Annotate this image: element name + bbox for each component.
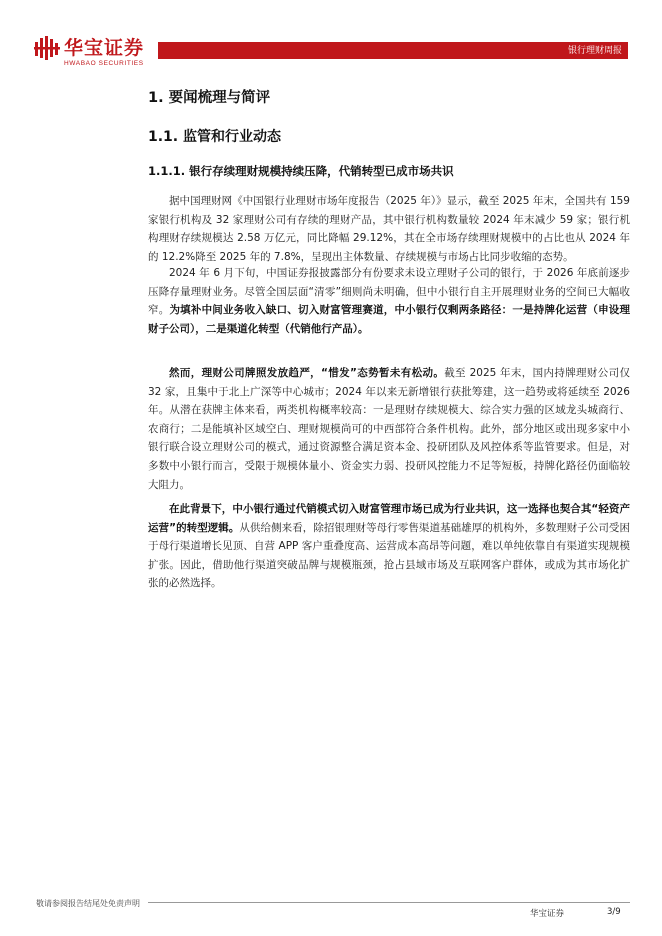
paragraph-3-text: 截至 2025 年末，国内持牌理财公司仅 32 家，且集中于北上广深等中心城市；2024 年以来无新增银行获批筹建，这一趋势或将延续至 2026 年。从潜在获牌主体来看，两类机构概率较高：一是理财存续规模大、综合实力强的区域龙头城商行、农商行；二是能填补区域空白、理财规模尚可的中西部符合条件机构。此外，部分地区或出现多家中小银行联合设立理财公司的模式，通过资源整合满足资本金、投研团队及风控体系等监管要求。但是，对多数中小银行而言，受限于规模体量小、资金实力弱、投研风控能力不足等短板，持牌化路径仍面临较大阻力。 bbox=[148, 367, 630, 491]
paragraph-3-emphasis: 然而，理财公司牌照发放趋严，“惜发”态势暂未有松动。 bbox=[169, 367, 445, 379]
logo-mark-icon bbox=[34, 36, 60, 60]
paragraph-2-text: 2024 年 6 月下旬，中国证券报披露部分有份要求未设立理财子公司的银行，于 2026 年底前逐步压降存量理财业务。尽管全国层面“清零”细则尚未明确，但中小银行自主开展理财业务的空间已大幅收窄。 bbox=[148, 267, 630, 317]
paragraph-2-emphasis: 为填补中间业务收入缺口、切入财富管理赛道，中小银行仅剩两条路径：一是持牌化运营（申设理财子公司），二是渠道化转型（代销他行产品）。 bbox=[148, 304, 631, 335]
logo-chinese-name: 华宝证券 bbox=[64, 37, 145, 59]
footer-divider bbox=[148, 902, 630, 903]
report-type-label: 银行理财周报 bbox=[567, 46, 622, 56]
footer-disclaimer: 敬请参阅报告结尾处免责声明 bbox=[36, 899, 140, 908]
paragraph-3 bbox=[148, 364, 630, 494]
section-heading-1-1: 1.1. 监管和行业动态 bbox=[148, 129, 281, 145]
paragraph-1-text: 据中国理财网《中国银行业理财市场年度报告（2025 年）》显示，截至 2025 年末，全国共有 159 家银行机构及 32 家理财公司有存续的理财产品，其中银行机构数量较 2024 年末减少 59 家；银行机构理财存续规模达 2.58 万亿元，同比降幅 29.12%，其在全市场存续理财规模中的占比也从 2024 年的 12.2%降至 2025 年的 7.8%，呈现出主体数量、存续规模与市场占比同步收缩的态势。 bbox=[148, 195, 630, 263]
section-heading-1-1-1: 1.1.1. 银行存续理财规模持续压降，代销转型已成市场共识 bbox=[148, 164, 454, 178]
page-number: 3/9 bbox=[607, 907, 621, 917]
paragraph-4-emphasis: 在此背景下，中小银行通过代销模式切入财富管理市场已成为行业共识，这一选择也契合其“轻资产运营”的转型逻辑。 bbox=[148, 503, 630, 534]
company-logo bbox=[34, 36, 164, 70]
logo-english-name: HWABAO SECURITIES bbox=[64, 60, 144, 67]
paragraph-2 bbox=[148, 264, 630, 338]
paragraph-4-text: 从供给侧来看，除招银理财等母行零售渠道基础雄厚的机构外，多数理财子公司受困于母行渠道增长见顶、自营 APP 客户重叠度高、运营成本高昂等问题，难以单纯依靠自有渠道实现规模扩张。因此，借助他行渠道突破品牌与规模瓶颈，抢占县域市场及互联网客户群体，或成为其市场化扩张的必然选择。 bbox=[148, 521, 630, 590]
header-bar bbox=[158, 42, 628, 59]
footer-brand: 华宝证券 bbox=[530, 909, 565, 919]
paragraph-1 bbox=[148, 192, 630, 266]
section-heading-1: 1. 要闻梳理与简评 bbox=[148, 90, 271, 106]
paragraph-4 bbox=[148, 500, 630, 593]
